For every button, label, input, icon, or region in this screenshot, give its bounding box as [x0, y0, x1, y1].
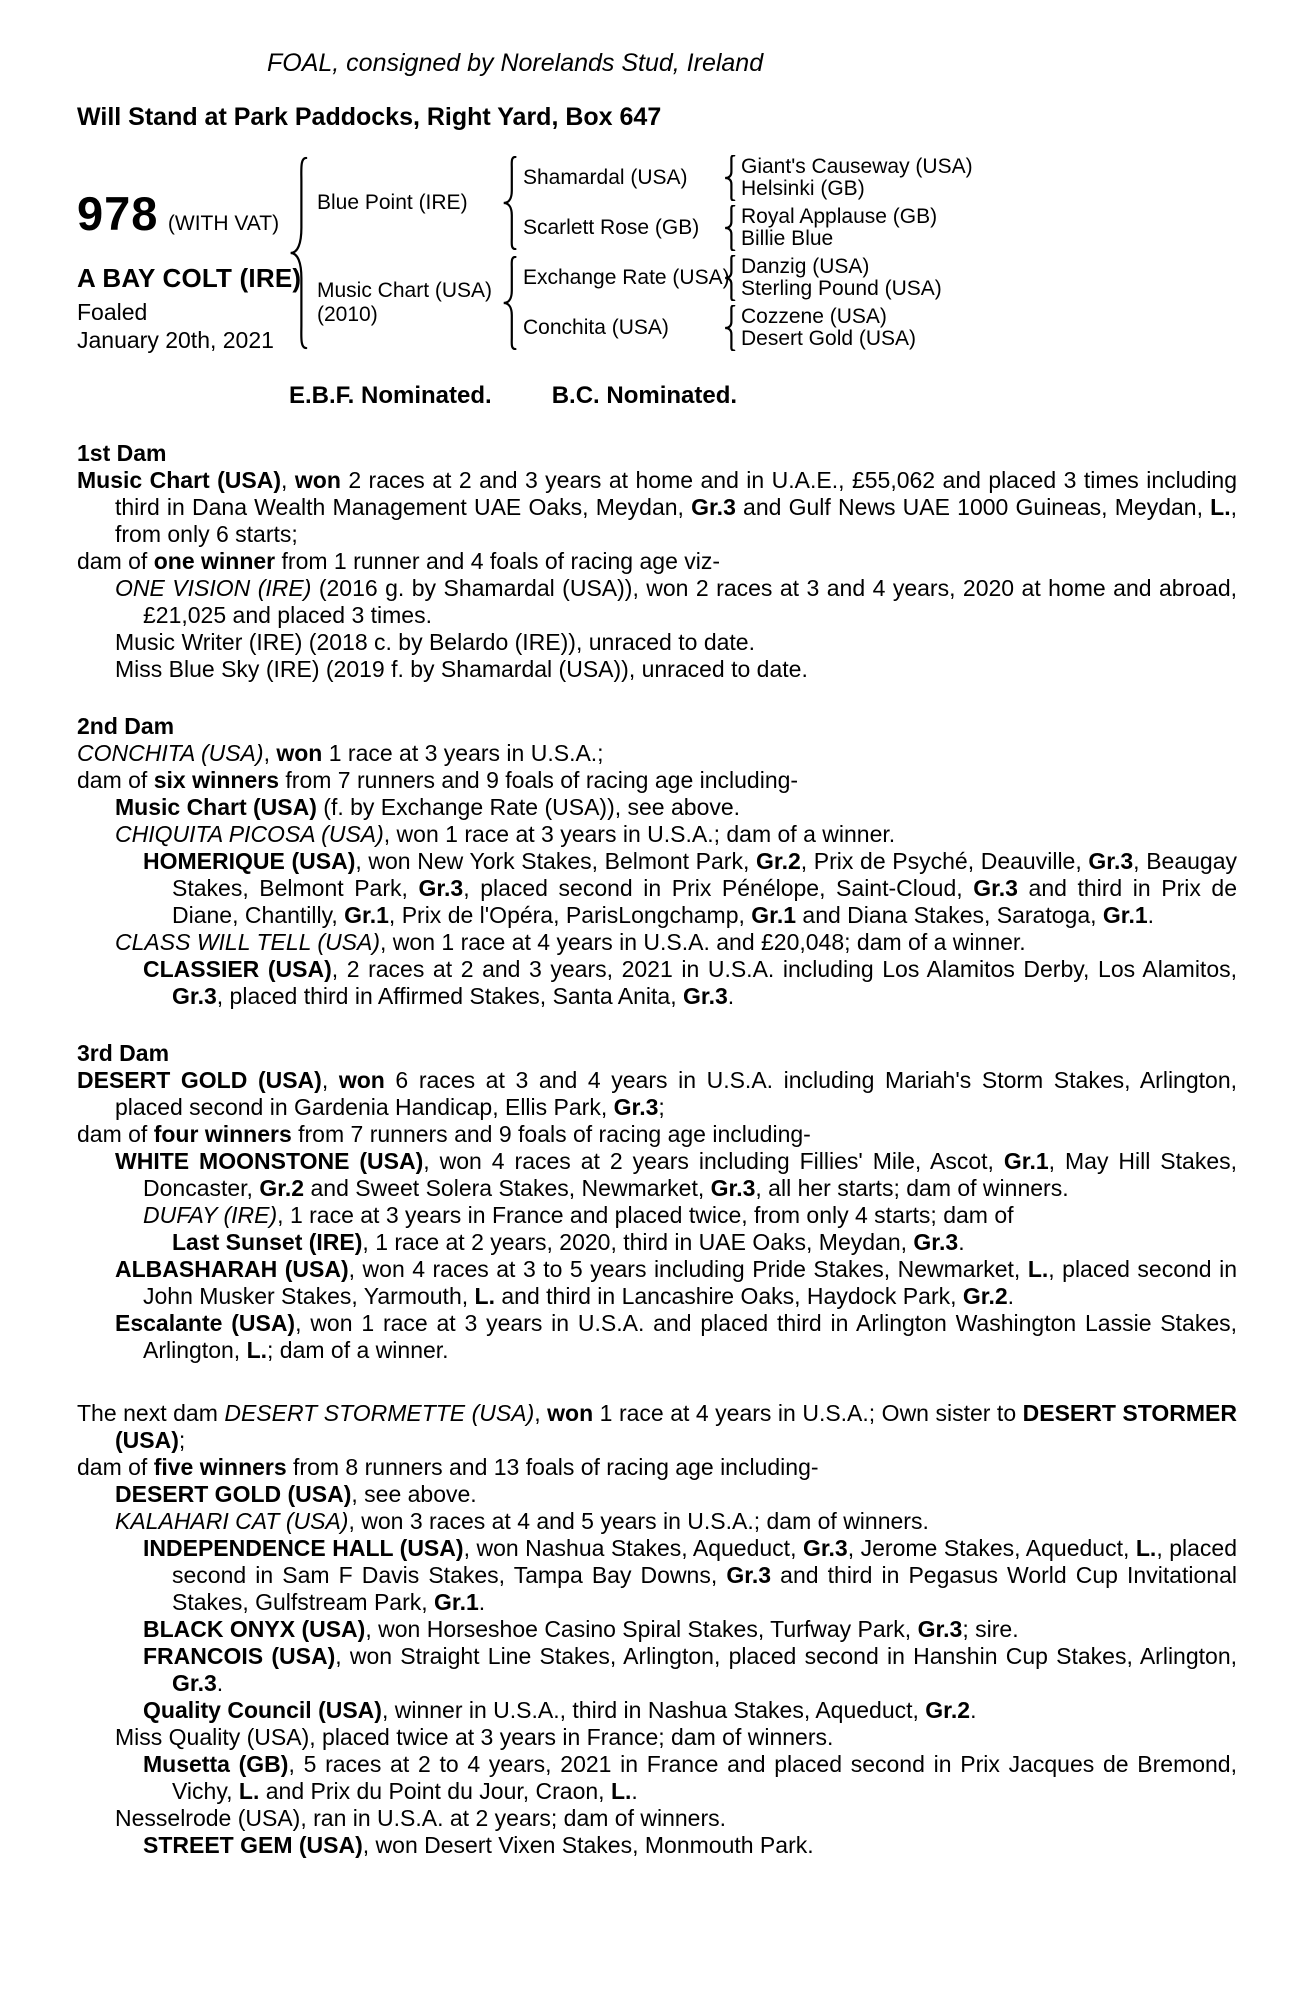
text-run: dam of [77, 1121, 154, 1147]
catalogue-paragraph [77, 1805, 1237, 1832]
text-run: 6 races at 3 and 4 years in U.S.A. including Mariah's Storm Stakes, Arlington, placed second in Gardenia Handicap, Ellis Park, [115, 1067, 1238, 1120]
great-grandparent-name: Billie Blue [741, 227, 834, 250]
text-run: ; [658, 1094, 665, 1120]
text-run: , [263, 740, 277, 766]
great-grandparent-pair [741, 156, 973, 200]
text-run: Gr.1 [344, 902, 389, 928]
text-run: CLASSIER (USA) [143, 956, 332, 982]
text-run: won [547, 1400, 594, 1426]
brace-sire-icon [501, 156, 519, 250]
text-run: won [338, 1067, 385, 1093]
text-run: Music Chart (USA) [77, 467, 282, 493]
lot-number-row [77, 186, 285, 241]
text-run: from 7 runners and 9 foals of racing age including- [291, 1121, 811, 1147]
text-run: dam of [77, 548, 154, 574]
text-run: Gr.3 [683, 983, 728, 1009]
pedigree-tree [317, 156, 973, 350]
text-run: L. [246, 1337, 268, 1363]
great-grandparent-name: Helsinki (GB) [741, 177, 865, 200]
text-run: , won Desert Vixen Stakes, Monmouth Park. [362, 1832, 814, 1858]
lot-number: 978 [77, 187, 159, 240]
text-run: DESERT GOLD (USA) [77, 1067, 322, 1093]
text-run: , won 1 race at 3 years in U.S.A.; dam of a winner. [383, 821, 896, 847]
text-run: , 1 race at 3 years in France and placed twice, from only 4 starts; dam of [277, 1202, 1014, 1228]
grandparent-row [523, 206, 973, 250]
text-run: , 2 races at 2 and 3 years, 2021 in U.S.A. including Los Alamitos Derby, Los Alamitos, [331, 956, 1238, 982]
text-run: Gr.3 [172, 983, 217, 1009]
lot-vat-note: (WITH VAT) [167, 212, 280, 235]
grandparent-row [523, 306, 942, 350]
dam-row [317, 256, 973, 350]
dam-heading: 2nd Dam [77, 713, 175, 739]
text-run: L. [1135, 1535, 1157, 1561]
consignor-line: FOAL, consigned by Norelands Stud, Ireland [267, 49, 764, 77]
catalogue-paragraph [77, 929, 1237, 956]
text-run: ; dam of a winner. [267, 1337, 449, 1363]
catalogue-paragraph [77, 740, 1237, 767]
text-run: KALAHARI CAT (USA) [115, 1508, 349, 1534]
catalogue-paragraph [77, 767, 1237, 794]
catalogue-paragraph [77, 629, 1237, 656]
dam-heading: 3rd Dam [77, 1040, 170, 1066]
text-run: WHITE MOONSTONE (USA) [115, 1148, 424, 1174]
text-run: . [1147, 902, 1155, 928]
dam-grandparents [523, 256, 942, 350]
catalogue-paragraph [77, 1481, 1237, 1508]
dam-name-block [317, 279, 497, 327]
text-run: Gr.2 [962, 1283, 1008, 1309]
text-run: , Prix de Psyché, Deauville, [800, 848, 1089, 874]
text-run: Gr.1 [434, 1589, 479, 1615]
text-run: STREET GEM (USA) [143, 1832, 363, 1858]
text-run: ONE VISION (IRE) [115, 575, 312, 601]
text-run: , placed second in Prix Pénélope, Saint-Cloud, [463, 875, 974, 901]
text-run: L. [1027, 1256, 1049, 1282]
great-grandparent-pair [741, 206, 937, 250]
text-run: Last Sunset (IRE) [172, 1229, 363, 1255]
text-run: Gr.2 [756, 848, 801, 874]
great-grandparent-name: Cozzene (USA) [741, 305, 887, 328]
text-run: Escalante (USA) [115, 1310, 296, 1336]
text-run: 1 race at 3 years in U.S.A.; [322, 740, 604, 766]
text-run: Gr.1 [1102, 902, 1148, 928]
text-run: (f. by Exchange Rate (USA)), see above. [316, 794, 741, 820]
dam-name: Music Chart (USA) [317, 279, 493, 302]
catalogue-paragraph [77, 1697, 1237, 1724]
text-run: and Sweet Solera Stakes, Newmarket, [304, 1175, 711, 1201]
text-run: The next dam [77, 1400, 225, 1426]
brace-main-icon [287, 156, 311, 350]
text-run: and Gulf News UAE 1000 Guineas, Meydan, [735, 494, 1211, 520]
dam-section [77, 713, 1237, 1010]
text-run: won [276, 740, 323, 766]
brace-dam-icon [501, 256, 519, 350]
brace-pair-icon [723, 205, 737, 251]
text-run: , placed second in John Musker Stakes, Yarmouth, [143, 1256, 1237, 1309]
text-run: , won 1 race at 3 years in U.S.A. and placed third in Arlington Washington Lassie Stakes, Arlington, [143, 1310, 1238, 1363]
text-run: , see above. [351, 1481, 477, 1507]
text-run: Music Writer (IRE) (2018 c. by Belardo (IRE)), unraced to date. [115, 629, 755, 655]
text-run: CLASS WILL TELL (USA) [115, 929, 381, 955]
text-run: . [216, 1670, 224, 1696]
text-run: Music Chart (USA) [115, 794, 317, 820]
pedigree-text [77, 440, 1237, 1859]
text-run: four winners [153, 1121, 292, 1147]
catalogue-paragraph [77, 1202, 1237, 1229]
text-run: , placed third in Affirmed Stakes, Santa Anita, [216, 983, 683, 1009]
dam-section [77, 440, 1237, 683]
text-run: Gr.3 [973, 875, 1018, 901]
dam-year: (2010) [317, 303, 378, 326]
text-run: Gr.3 [913, 1229, 959, 1255]
catalogue-paragraph [77, 1643, 1237, 1697]
text-run: BLACK ONYX (USA) [143, 1616, 366, 1642]
text-run: INDEPENDENCE HALL (USA) [143, 1535, 464, 1561]
text-run: 1 race at 4 years in U.S.A.; Own sister to [593, 1400, 1023, 1426]
text-run: dam of [77, 1454, 154, 1480]
text-run: from 8 runners and 13 foals of racing age including- [286, 1454, 819, 1480]
catalogue-paragraph [77, 1832, 1237, 1859]
text-run: . [958, 1229, 965, 1255]
text-run: 2 races at 2 and 3 years at home and in U.A.E., £55,062 and placed 3 times including third in Dana Wealth Management UAE Oaks, Meydan, [115, 467, 1238, 520]
text-run: DESERT STORMER (USA) [115, 1400, 1238, 1453]
text-run: . [727, 983, 735, 1009]
text-run: Gr.3 [172, 1670, 217, 1696]
ebf-nomination: E.B.F. Nominated. [289, 382, 492, 409]
catalogue-paragraph [77, 1256, 1237, 1310]
text-run: Gr.2 [259, 1175, 305, 1201]
lot-info [77, 156, 302, 354]
great-grandparent-name: Sterling Pound (USA) [741, 277, 942, 300]
text-run: DESERT GOLD (USA) [115, 1481, 352, 1507]
catalogue-paragraph [77, 1724, 1237, 1751]
text-run: , won 1 race at 4 years in U.S.A. and £20,048; dam of a winner. [380, 929, 1026, 955]
great-grandparent-pair [741, 256, 942, 300]
catalogue-paragraph [77, 1508, 1237, 1535]
text-run: Gr.1 [751, 902, 797, 928]
sire-sire-name: Shamardal (USA) [523, 166, 688, 189]
text-run: one winner [153, 548, 276, 574]
dam-heading: 1st Dam [77, 440, 167, 466]
text-run: Miss Blue Sky (IRE) (2019 f. by Shamardal (USA)), unraced to date. [115, 656, 808, 682]
catalogue-paragraph [77, 575, 1237, 629]
text-run: , won Straight Line Stakes, Arlington, placed second in Hanshin Cup Stakes, Arlington, [335, 1643, 1237, 1669]
foaled-date: January 20th, 2021 [77, 327, 274, 353]
text-run: , Beaugay Stakes, Belmont Park, [172, 848, 1237, 901]
text-run: Miss Quality (USA), placed twice at 3 years in France; dam of winners. [115, 1724, 834, 1750]
text-run: five winners [153, 1454, 287, 1480]
text-run: (2016 g. by Shamardal (USA)), won 2 races at 3 and 4 years, 2020 at home and abroad, £21,025 and placed 3 times. [143, 575, 1237, 628]
brace-pair-icon [723, 155, 737, 201]
text-run: , from only 6 starts; [115, 494, 1237, 547]
text-run: and third in Lancashire Oaks, Haydock Park, [494, 1283, 963, 1309]
grandparent-row [523, 256, 942, 300]
sire-row [317, 156, 973, 250]
catalogue-paragraph [77, 656, 1237, 683]
sire-name: Blue Point (IRE) [317, 191, 468, 214]
text-run: , all her starts; dam of winners. [755, 1175, 1069, 1201]
sire-grandparents [523, 156, 973, 250]
text-run: Gr.3 [710, 1175, 756, 1201]
text-run: and Diana Stakes, Saratoga, [796, 902, 1103, 928]
text-run: . [970, 1697, 977, 1723]
dam-sire-name: Exchange Rate (USA) [523, 266, 730, 289]
text-run: CONCHITA (USA) [77, 740, 264, 766]
text-run: , [534, 1400, 548, 1426]
text-run: , won New York Stakes, Belmont Park, [355, 848, 756, 874]
dam-section [77, 1400, 1237, 1859]
great-grandparent-name: Royal Applause (GB) [741, 205, 938, 228]
great-grandparent-pair [741, 306, 916, 350]
brace-pair-icon [723, 255, 737, 301]
text-run: , 1 race at 2 years, 2020, third in UAE Oaks, Meydan, [362, 1229, 914, 1255]
text-run: Gr.3 [917, 1616, 963, 1642]
text-run: , won 4 races at 3 to 5 years including Pride Stakes, Newmarket, [348, 1256, 1028, 1282]
catalogue-paragraph [77, 956, 1237, 1010]
great-grandparent-name: Giant's Causeway (USA) [741, 155, 973, 178]
text-run: , won Nashua Stakes, Aqueduct, [463, 1535, 803, 1561]
text-run: from 1 runner and 4 foals of racing age viz- [275, 548, 721, 574]
text-run: and Prix du Point du Jour, Craon, [259, 1778, 611, 1804]
catalogue-paragraph [77, 1229, 1237, 1256]
text-run: , [281, 467, 295, 493]
text-run: , Prix de l'Opéra, ParisLongchamp, [388, 902, 752, 928]
text-run: L. [474, 1283, 495, 1309]
text-run: L. [1210, 494, 1231, 520]
catalogue-paragraph [77, 1454, 1237, 1481]
dam-section [77, 1040, 1237, 1364]
catalogue-paragraph [77, 1400, 1237, 1454]
text-run: , 5 races at 2 to 4 years, 2021 in France and placed second in Prix Jacques de Bremond, Vichy, [172, 1751, 1237, 1804]
text-run: and third in Pegasus World Cup Invitational Stakes, Gulfstream Park, [172, 1562, 1237, 1615]
great-grandparent-name: Desert Gold (USA) [741, 327, 917, 350]
text-run: FRANCOIS (USA) [143, 1643, 336, 1669]
text-run: , won 3 races at 4 and 5 years in U.S.A.; dam of winners. [348, 1508, 929, 1534]
text-run: Gr.3 [613, 1094, 659, 1120]
text-run: from 7 runners and 9 foals of racing age including- [279, 767, 799, 793]
text-run: , won 4 races at 2 years including Fillies' Mile, Ascot, [423, 1148, 1004, 1174]
text-run: , won Horseshoe Casino Spiral Stakes, Turfway Park, [365, 1616, 918, 1642]
catalogue-paragraph [77, 1751, 1237, 1805]
great-grandparent-name: Danzig (USA) [741, 255, 870, 278]
pedigree-block [77, 156, 1237, 354]
text-run: , winner in U.S.A., third in Nashua Stakes, Aqueduct, [381, 1697, 926, 1723]
bc-nomination: B.C. Nominated. [551, 382, 738, 409]
catalogue-paragraph [77, 848, 1237, 929]
nominations-row [289, 382, 1237, 410]
text-run: , [321, 1067, 339, 1093]
catalogue-paragraph [77, 1616, 1237, 1643]
catalogue-paragraph [77, 467, 1237, 548]
text-run: Gr.3 [726, 1562, 772, 1588]
text-run: L. [610, 1778, 632, 1804]
text-run: . [631, 1778, 638, 1804]
text-run: DESERT STORMETTE (USA) [224, 1400, 535, 1426]
text-run: Gr.3 [418, 875, 464, 901]
stand-location-line: Will Stand at Park Paddocks, Right Yard, Box 647 [77, 103, 662, 131]
catalogue-paragraph [77, 1148, 1237, 1202]
text-run: , Jerome Stakes, Aqueduct, [847, 1535, 1136, 1561]
catalogue-paragraph [77, 1535, 1237, 1616]
text-run: dam of [77, 767, 154, 793]
horse-name: A BAY COLT (IRE) [77, 263, 302, 293]
catalogue-paragraph [77, 1121, 1237, 1148]
text-run: . [478, 1589, 486, 1615]
text-run: ; [178, 1427, 186, 1453]
catalogue-paragraph [77, 548, 1237, 575]
text-run: CHIQUITA PICOSA (USA) [115, 821, 384, 847]
text-run: Musetta (GB) [143, 1751, 289, 1777]
text-run: , May Hill Stakes, Doncaster, [143, 1148, 1238, 1201]
text-run: , placed second in Sam F Davis Stakes, Tampa Bay Downs, [172, 1535, 1237, 1588]
text-run: six winners [153, 767, 279, 793]
foaled-label: Foaled [77, 299, 148, 325]
text-run: ALBASHARAH (USA) [115, 1256, 349, 1282]
text-run: Gr.2 [925, 1697, 971, 1723]
text-run: won [294, 467, 341, 493]
text-run: Quality Council (USA) [143, 1697, 382, 1723]
sire-dam-name: Scarlett Rose (GB) [523, 216, 700, 239]
text-run: . [1007, 1283, 1015, 1309]
text-run: Gr.3 [691, 494, 736, 520]
text-run: DUFAY (IRE) [143, 1202, 278, 1228]
text-run: Gr.3 [1088, 848, 1134, 874]
text-run: Gr.1 [1003, 1148, 1049, 1174]
text-run: ; sire. [962, 1616, 1019, 1642]
dam-dam-name: Conchita (USA) [523, 316, 669, 339]
text-run: Nesselrode (USA), ran in U.S.A. at 2 years; dam of winners. [115, 1805, 727, 1831]
brace-pair-icon [723, 305, 737, 351]
text-run: HOMERIQUE (USA) [143, 848, 356, 874]
text-run: Gr.3 [802, 1535, 848, 1561]
catalogue-paragraph [77, 1067, 1237, 1121]
catalogue-paragraph [77, 1310, 1237, 1364]
grandparent-row [523, 156, 973, 200]
text-run: L. [238, 1778, 260, 1804]
text-run: and third in Prix de Diane, Chantilly, [172, 875, 1238, 928]
catalogue-paragraph [77, 821, 1237, 848]
catalogue-paragraph [77, 794, 1237, 821]
